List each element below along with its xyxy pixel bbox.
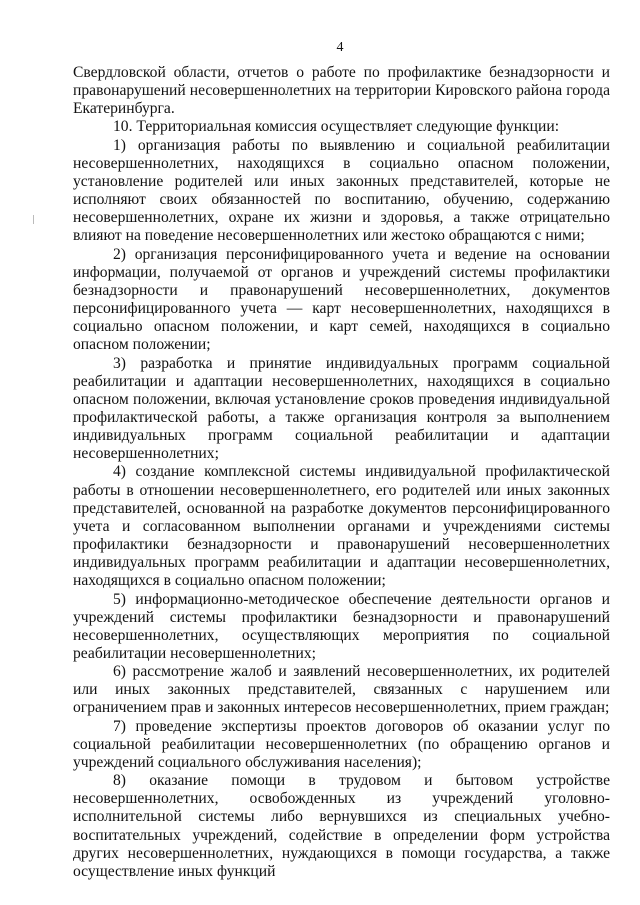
- list-item-3: 3) разработка и принятие индивидуальных программ социальной реабилитации и адаптации несовершеннолетних, находящихся в социально опасном положении, включая установление сроков проведения индивидуальной профилактической работы, а также организация контроля за выполнением индивидуальных программ социальной реабилитации и адаптации несовершеннолетних;: [73, 354, 610, 463]
- section-heading-10: 10. Территориальная комиссия осуществляет следующие функции:: [113, 118, 560, 136]
- list-item-8: 8) оказание помощи в трудовом и бытовом устройстве несовершеннолетних, освобожденных из учреждений уголовно-исполнительной системы либо вернувшихся из специальных учебно-воспитательных учреждений, содействие в определении форм устройства других несовершеннолетних, нуждающихся в помощи государства, а также осуществление иных функций: [73, 772, 610, 880]
- document-body: [73, 64, 610, 881]
- margin-mark: [33, 215, 34, 224]
- paragraph-continuation: Свердловской области, отчетов о работе по профилактике безнадзорности и правонарушений несовершеннолетних на территории Кировского района города Екатеринбурга.: [73, 64, 610, 118]
- list-item-6: 6) рассмотрение жалоб и заявлений несовершеннолетних, их родителей или иных законных представителей, связанных с нарушением или ограничением прав и законных интересов несовершеннолетних, прием граждан;: [73, 663, 610, 717]
- list-item-7: 7) проведение экспертизы проектов договоров об оказании услуг по социальной реабилитации несовершеннолетних (по обращению органов и учреждений социального обслуживания населения);: [73, 717, 610, 771]
- list-item-5: 5) информационно-методическое обеспечение деятельности органов и учреждений системы профилактики безнадзорности и правонарушений несовершеннолетних, осуществляющих мероприятия по социальной реабилитации несовершеннолетних;: [73, 590, 610, 662]
- list-item-1: 1) организация работы по выявлению и социальной реабилитации несовершеннолетних, находящихся в социально опасном положении, установление родителей или иных законных представителей, которые не исполняют своих обязанностей по воспитанию, обучению, содержанию несовершеннолетних, охране их жизни и здоровья, а также отрицательно влияют на поведение несовершеннолетних или жестоко обращаются с ними;: [73, 136, 610, 245]
- list-item-2: 2) организация персонифицированного учета и ведение на основании информации, получаемой от органов и учреждений системы профилактики безнадзорности и правонарушений несовершеннолетних, документов персонифицированного учета — карт несовершеннолетних, находящихся в социально опасном положении, и карт семей, находящихся в социально опасном положении;: [73, 245, 610, 354]
- list-item-4: 4) создание комплексной системы индивидуальной профилактической работы в отношении несовершеннолетнего, его родителей или иных законных представителей, основанной на разработке документов персонифицированного учета и согласованном выполнении органами и учреждениями системы профилактики безнадзорности и правонарушений несовершеннолетних индивидуальных программ реабилитации и адаптации несовершеннолетних, находящихся в социально опасном положении;: [73, 463, 610, 590]
- page-number: 4: [336, 40, 344, 55]
